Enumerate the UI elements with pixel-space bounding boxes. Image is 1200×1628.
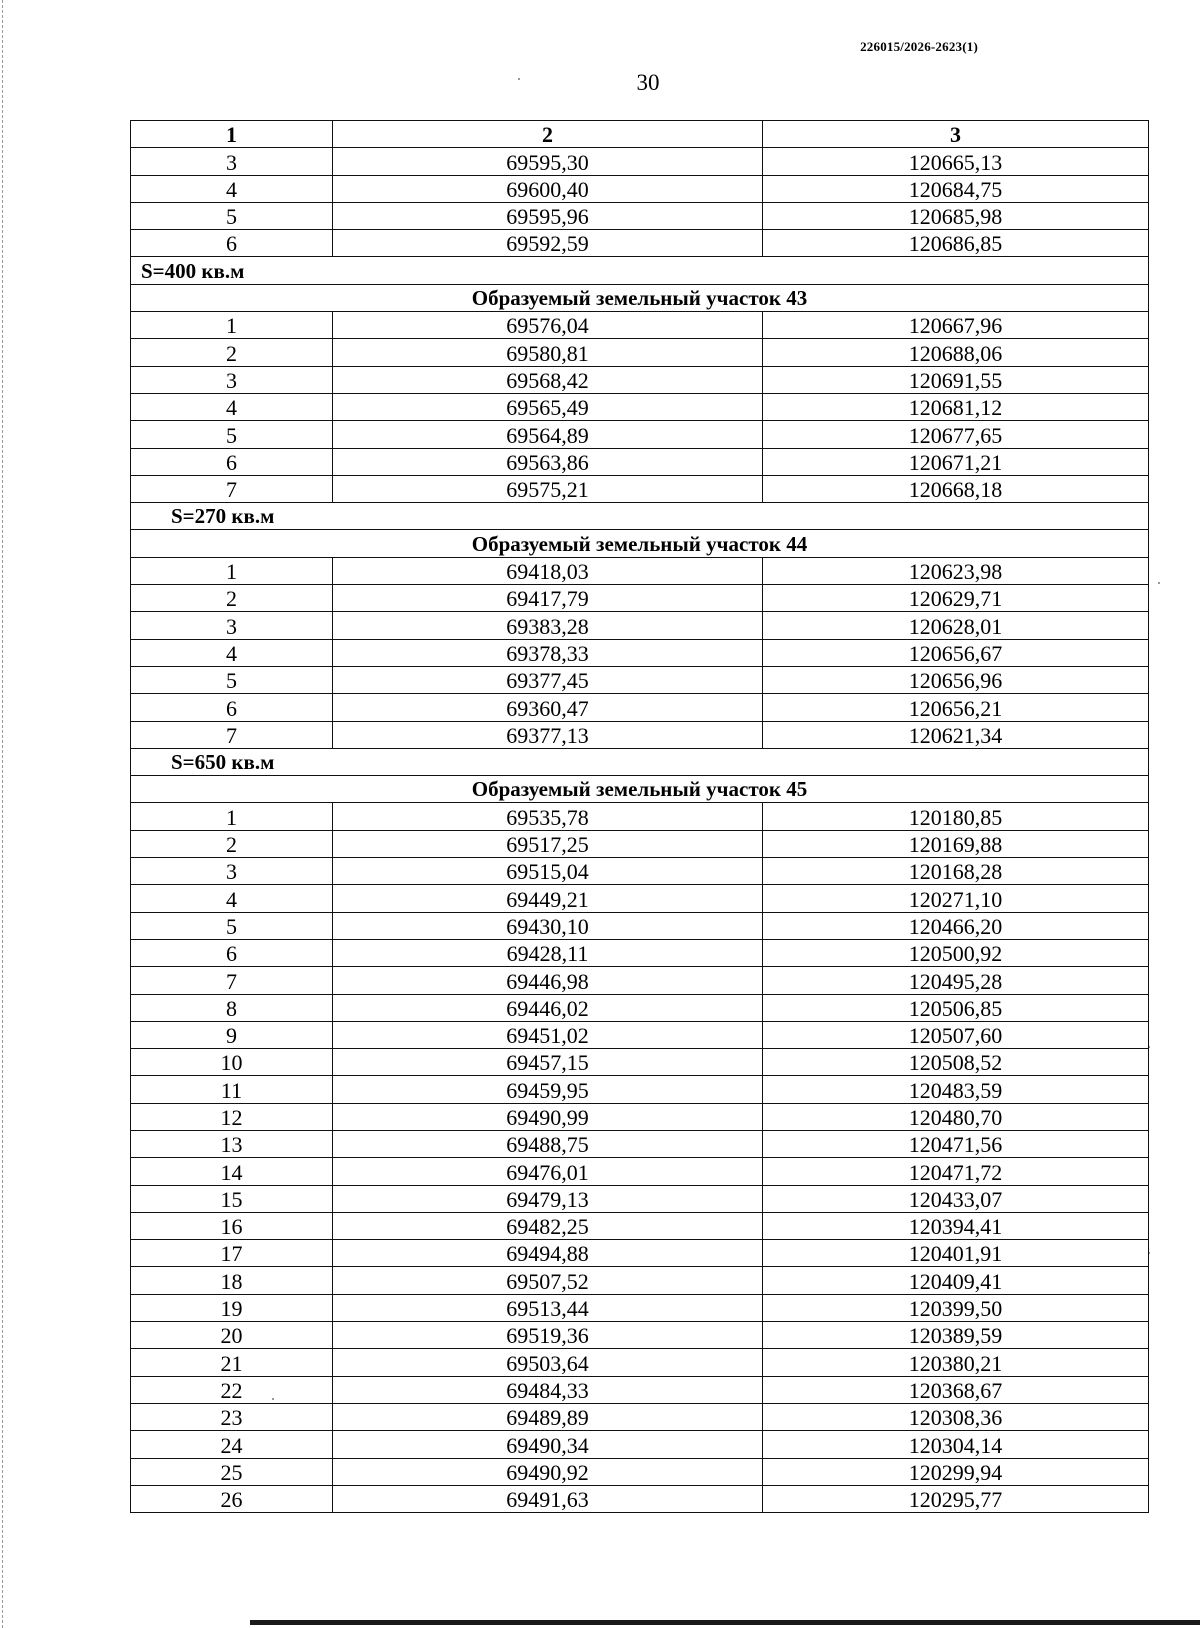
table-row [131,393,1149,420]
y-coordinate-cell: 120295,77 [763,1485,1149,1512]
y-coordinate-cell: 120629,71 [763,585,1149,612]
x-coordinate-cell: 69457,15 [333,1049,763,1076]
y-coordinate-cell: 120684,75 [763,175,1149,202]
x-coordinate-cell: 69507,52 [333,1267,763,1294]
table-row [131,230,1149,257]
column-header-1: 1 [131,121,333,148]
table-row [131,1130,1149,1157]
y-coordinate-cell: 120656,96 [763,666,1149,693]
x-coordinate-cell: 69484,33 [333,1376,763,1403]
point-number-cell: 4 [131,393,333,420]
point-number-cell: 7 [131,721,333,748]
table-row [131,939,1149,966]
x-coordinate-cell: 69377,13 [333,721,763,748]
point-number-cell: 2 [131,585,333,612]
table-row [131,1076,1149,1103]
point-number-cell: 1 [131,312,333,339]
table-row [131,1322,1149,1349]
y-coordinate-cell: 120671,21 [763,448,1149,475]
x-coordinate-cell: 69451,02 [333,1021,763,1048]
y-coordinate-cell: 120169,88 [763,830,1149,857]
y-coordinate-cell: 120677,65 [763,421,1149,448]
table-row [131,1458,1149,1485]
y-coordinate-cell: 120168,28 [763,858,1149,885]
plot-title: Образуемый земельный участок 43 [131,284,1149,311]
y-coordinate-cell: 120399,50 [763,1294,1149,1321]
y-coordinate-cell: 120389,59 [763,1322,1149,1349]
scan-edge-bottom [250,1620,1200,1625]
table-row [131,1021,1149,1048]
point-number-cell: 3 [131,148,333,175]
x-coordinate-cell: 69428,11 [333,939,763,966]
y-coordinate-cell: 120380,21 [763,1349,1149,1376]
x-coordinate-cell: 69383,28 [333,612,763,639]
point-number-cell: 5 [131,421,333,448]
table-row [131,1103,1149,1130]
y-coordinate-cell: 120466,20 [763,912,1149,939]
area-row [131,503,1149,530]
point-number-cell: 11 [131,1076,333,1103]
table-row [131,994,1149,1021]
table-row [131,721,1149,748]
table-row [131,1049,1149,1076]
table-row [131,1158,1149,1185]
x-coordinate-cell: 69488,75 [333,1130,763,1157]
y-coordinate-cell: 120299,94 [763,1458,1149,1485]
point-number-cell: 6 [131,230,333,257]
y-coordinate-cell: 120308,36 [763,1403,1149,1430]
point-number-cell: 7 [131,475,333,502]
point-number-cell: 23 [131,1403,333,1430]
y-coordinate-cell: 120506,85 [763,994,1149,1021]
y-coordinate-cell: 120656,67 [763,639,1149,666]
area-row [131,257,1149,284]
page-number: 30 [636,70,660,95]
table-row [131,339,1149,366]
point-number-cell: 3 [131,858,333,885]
y-coordinate-cell: 120304,14 [763,1431,1149,1458]
scan-edge-left [2,0,4,1628]
y-coordinate-cell: 120271,10 [763,885,1149,912]
table-row [131,1349,1149,1376]
x-coordinate-cell: 69446,02 [333,994,763,1021]
x-coordinate-cell: 69580,81 [333,339,763,366]
table-row [131,202,1149,229]
y-coordinate-cell: 120688,06 [763,339,1149,366]
x-coordinate-cell: 69494,88 [333,1240,763,1267]
x-coordinate-cell: 69576,04 [333,312,763,339]
table-row [131,1431,1149,1458]
y-coordinate-cell: 120668,18 [763,475,1149,502]
table-row [131,967,1149,994]
plot-title: Образуемый земельный участок 45 [131,776,1149,803]
table-header-row [131,121,1149,148]
y-coordinate-cell: 120483,59 [763,1076,1149,1103]
x-coordinate-cell: 69378,33 [333,639,763,666]
coordinates-table-body [131,121,1149,1513]
point-number-cell: 4 [131,175,333,202]
point-number-cell: 21 [131,1349,333,1376]
point-number-cell: 18 [131,1267,333,1294]
table-row [131,830,1149,857]
point-number-cell: 3 [131,612,333,639]
x-coordinate-cell: 69479,13 [333,1185,763,1212]
column-header-2: 2 [333,121,763,148]
y-coordinate-cell: 120180,85 [763,803,1149,830]
plot-title: Образуемый земельный участок 44 [131,530,1149,557]
plot-title-row [131,530,1149,557]
point-number-cell: 8 [131,994,333,1021]
y-coordinate-cell: 120471,72 [763,1158,1149,1185]
y-coordinate-cell: 120685,98 [763,202,1149,229]
point-number-cell: 5 [131,202,333,229]
table-row [131,1294,1149,1321]
x-coordinate-cell: 69595,96 [333,202,763,229]
y-coordinate-cell: 120628,01 [763,612,1149,639]
x-coordinate-cell: 69490,34 [333,1431,763,1458]
point-number-cell: 25 [131,1458,333,1485]
x-coordinate-cell: 69568,42 [333,366,763,393]
point-number-cell: 13 [131,1130,333,1157]
y-coordinate-cell: 120667,96 [763,312,1149,339]
table-row [131,803,1149,830]
point-number-cell: 26 [131,1485,333,1512]
y-coordinate-cell: 120500,92 [763,939,1149,966]
y-coordinate-cell: 120394,41 [763,1212,1149,1239]
table-row [131,148,1149,175]
y-coordinate-cell: 120480,70 [763,1103,1149,1130]
x-coordinate-cell: 69360,47 [333,694,763,721]
point-number-cell: 2 [131,830,333,857]
plot-title-row [131,284,1149,311]
point-number-cell: 20 [131,1322,333,1349]
point-number-cell: 1 [131,557,333,584]
point-number-cell: 1 [131,803,333,830]
table-row [131,1212,1149,1239]
point-number-cell: 3 [131,366,333,393]
table-row [131,557,1149,584]
plot-title-row [131,776,1149,803]
table-row [131,175,1149,202]
point-number-cell: 15 [131,1185,333,1212]
table-row [131,1267,1149,1294]
table-row [131,694,1149,721]
point-number-cell: 12 [131,1103,333,1130]
x-coordinate-cell: 69482,25 [333,1212,763,1239]
point-number-cell: 22 [131,1376,333,1403]
table-row [131,312,1149,339]
x-coordinate-cell: 69417,79 [333,585,763,612]
x-coordinate-cell: 69592,59 [333,230,763,257]
point-number-cell: 24 [131,1431,333,1458]
area-label: S=400 кв.м [131,257,1149,284]
point-number-cell: 16 [131,1212,333,1239]
table-row [131,475,1149,502]
coordinates-table [130,120,1149,1513]
x-coordinate-cell: 69377,45 [333,666,763,693]
table-row [131,366,1149,393]
table-row [131,912,1149,939]
table-row [131,421,1149,448]
y-coordinate-cell: 120368,67 [763,1376,1149,1403]
y-coordinate-cell: 120681,12 [763,393,1149,420]
table-row [131,448,1149,475]
point-number-cell: 4 [131,639,333,666]
y-coordinate-cell: 120623,98 [763,557,1149,584]
x-coordinate-cell: 69446,98 [333,967,763,994]
point-number-cell: 5 [131,666,333,693]
area-label: S=650 кв.м [131,748,1149,775]
x-coordinate-cell: 69476,01 [333,1158,763,1185]
table-row [131,1376,1149,1403]
y-coordinate-cell: 120471,56 [763,1130,1149,1157]
x-coordinate-cell: 69503,64 [333,1349,763,1376]
y-coordinate-cell: 120433,07 [763,1185,1149,1212]
x-coordinate-cell: 69575,21 [333,475,763,502]
y-coordinate-cell: 120656,21 [763,694,1149,721]
table-row [131,639,1149,666]
y-coordinate-cell: 120621,34 [763,721,1149,748]
x-coordinate-cell: 69449,21 [333,885,763,912]
table-row [131,885,1149,912]
y-coordinate-cell: 120508,52 [763,1049,1149,1076]
y-coordinate-cell: 120686,85 [763,230,1149,257]
table-row [131,1403,1149,1430]
y-coordinate-cell: 120665,13 [763,148,1149,175]
x-coordinate-cell: 69595,30 [333,148,763,175]
table-row [131,585,1149,612]
x-coordinate-cell: 69490,99 [333,1103,763,1130]
table-row [131,612,1149,639]
x-coordinate-cell: 69564,89 [333,421,763,448]
table-row [131,1485,1149,1512]
point-number-cell: 17 [131,1240,333,1267]
x-coordinate-cell: 69517,25 [333,830,763,857]
point-number-cell: 9 [131,1021,333,1048]
document-id: 226015/2026-2623(1) [860,39,978,54]
area-label: S=270 кв.м [131,503,1149,530]
x-coordinate-cell: 69418,03 [333,557,763,584]
y-coordinate-cell: 120495,28 [763,967,1149,994]
x-coordinate-cell: 69513,44 [333,1294,763,1321]
point-number-cell: 14 [131,1158,333,1185]
x-coordinate-cell: 69489,89 [333,1403,763,1430]
point-number-cell: 10 [131,1049,333,1076]
x-coordinate-cell: 69490,92 [333,1458,763,1485]
area-row [131,748,1149,775]
x-coordinate-cell: 69491,63 [333,1485,763,1512]
table-row [131,1185,1149,1212]
table-row [131,666,1149,693]
y-coordinate-cell: 120409,41 [763,1267,1149,1294]
y-coordinate-cell: 120401,91 [763,1240,1149,1267]
x-coordinate-cell: 69430,10 [333,912,763,939]
point-number-cell: 7 [131,967,333,994]
x-coordinate-cell: 69535,78 [333,803,763,830]
point-number-cell: 19 [131,1294,333,1321]
column-header-3: 3 [763,121,1149,148]
y-coordinate-cell: 120507,60 [763,1021,1149,1048]
x-coordinate-cell: 69515,04 [333,858,763,885]
table-row [131,858,1149,885]
point-number-cell: 6 [131,939,333,966]
point-number-cell: 6 [131,694,333,721]
x-coordinate-cell: 69519,36 [333,1322,763,1349]
y-coordinate-cell: 120691,55 [763,366,1149,393]
x-coordinate-cell: 69565,49 [333,393,763,420]
scan-speck [1158,582,1160,584]
x-coordinate-cell: 69459,95 [333,1076,763,1103]
point-number-cell: 2 [131,339,333,366]
point-number-cell: 5 [131,912,333,939]
point-number-cell: 6 [131,448,333,475]
point-number-cell: 4 [131,885,333,912]
x-coordinate-cell: 69563,86 [333,448,763,475]
x-coordinate-cell: 69600,40 [333,175,763,202]
table-row [131,1240,1149,1267]
